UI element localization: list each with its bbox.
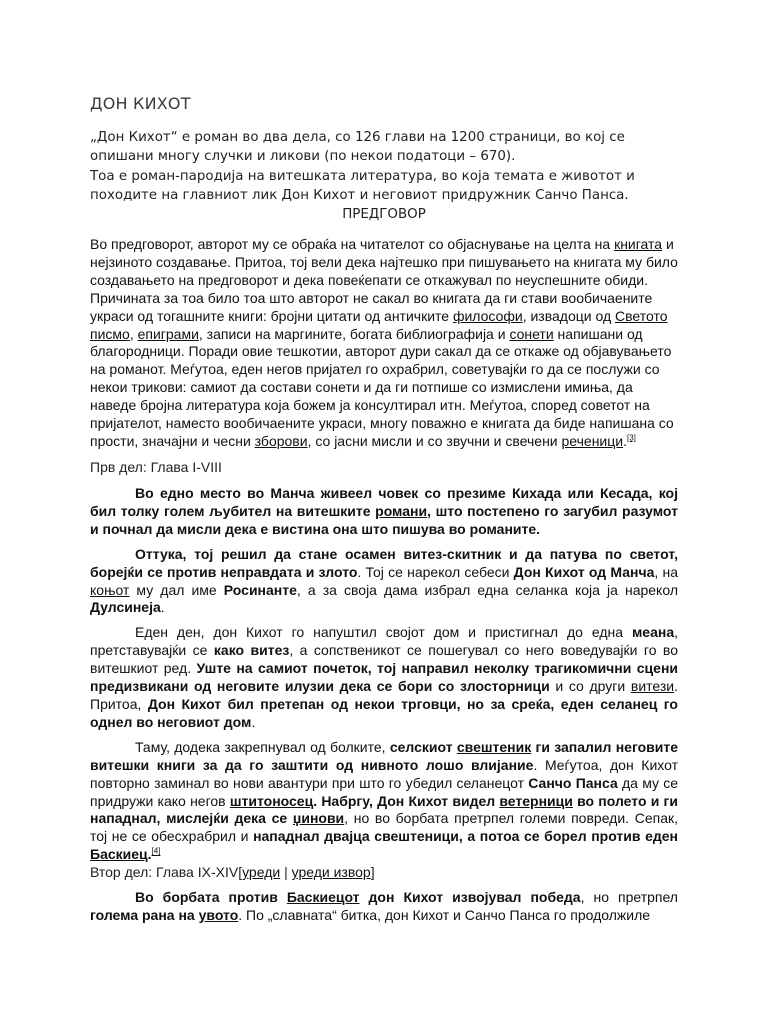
text: Дулсинеја	[90, 599, 161, 616]
edit-source-link[interactable]: уреди извор	[291, 864, 371, 880]
link-knights[interactable]: витези	[630, 678, 675, 695]
text: Уште на самиот почеток, тој направил неколку трагикомични сцени предизвикани од неговите илузии дека се бори со злосторници	[90, 660, 679, 695]
text: голема рана на	[90, 906, 199, 923]
text: да му се придружи како негов	[90, 774, 679, 809]
link-ear[interactable]: увото	[198, 906, 239, 923]
text: Во предговорот, авторот му се обраќа на читателот со објаснување на целта на	[90, 236, 615, 252]
document-title: ДОН КИХОТ	[90, 94, 191, 113]
text: Оттука, тој решил да стане осамен витез-скитник и да патува по светот, борејќи се против неправдата и злото	[90, 545, 678, 580]
paragraph	[90, 739, 678, 864]
text: му дал име	[129, 581, 224, 598]
text: , претставувајќи се	[90, 624, 678, 659]
link-squire[interactable]: штитоносец	[229, 792, 314, 809]
text: , а сопственикот се пошегувал со него воведувајќи го во витешкиот ред.	[90, 642, 678, 677]
text: Санчо Панса	[528, 774, 618, 791]
part2-body	[90, 889, 678, 925]
link-horse[interactable]: коњот	[90, 581, 130, 598]
text: напишани од благородници. Поради овие тешкотии, авторот дури сакал да се откаже од објавувањето на романот. Меѓутоа, еден негов пријател го охрабрил, советувајќи го да се послужи со некои трикови: самиот да состави сонети и да ги потпише со измислени имиња, да наведе бројна литература која божем ја консултирал итн. Меѓутоа, според советот на пријателот, наместо вообичаените украси, многу поважно е книгата да биде напишана со прости, значајни и чесни	[90, 325, 674, 449]
text: , а за своја дама избрал една селанка која ја нарекол	[296, 581, 678, 598]
text: ,	[129, 325, 138, 342]
text: меана	[631, 624, 675, 641]
link-epigrams[interactable]: епиграми	[137, 325, 199, 342]
text: .	[623, 432, 627, 449]
text: дон Кихот извојувал победа	[359, 889, 581, 905]
text: во полето и ги нападнал, мислејќи дека се	[90, 792, 678, 827]
link-novels[interactable]: романи	[375, 502, 428, 519]
link-priest[interactable]: свештеник	[456, 738, 532, 755]
text: Таму, додека закрепнувал од болките,	[135, 738, 390, 755]
text: . Тој се нарекол себеси	[357, 563, 514, 580]
text: . Притоа,	[90, 678, 678, 712]
text: Еден ден, дон Кихот го напуштил својот дом и пристигнал до една	[135, 624, 632, 641]
paragraph	[90, 624, 678, 731]
preface-paragraph	[90, 236, 678, 451]
text: , на	[654, 563, 678, 580]
text: како витез	[213, 642, 290, 659]
link-giants[interactable]: џинови	[292, 810, 345, 827]
text: .	[147, 846, 152, 863]
paragraph	[90, 546, 678, 618]
text: , записи на маргините, богата библиографија и	[198, 325, 510, 342]
link-philosophers[interactable]: философи	[452, 307, 523, 324]
text: ги запалил неговите витешки книги за да го заштити од нивното лошо влијание	[90, 738, 678, 773]
part2-heading	[90, 864, 375, 880]
text: . По „славната“ битка, дон Кихот и Санчо Панса го продолжиле	[238, 906, 651, 923]
link-book[interactable]: книгата	[614, 236, 663, 252]
text: . Меѓутоа, дон Кихот повторно заминал во нови авантури при што го убедил селанецот	[90, 756, 678, 791]
text: , но во борбата претрпел големи повреди. Сепак, тој не се обесхрабрил и	[90, 810, 679, 845]
paragraph	[90, 889, 678, 925]
text: Дон Кихот бил претепан од некои трговци, но за среќа, еден селанец го однел во неговиот дом	[90, 695, 678, 730]
text: , извадоци од	[522, 307, 616, 324]
intro-block	[90, 128, 678, 224]
text: нападнал двајца свештеници, а потоа се борел против еден	[253, 828, 679, 845]
link-words[interactable]: зборови	[254, 432, 308, 449]
paragraph	[90, 485, 678, 539]
text: Росинанте	[223, 581, 297, 598]
text: Втор дел: Глава IX-XIV[	[90, 864, 243, 880]
text: Во борбата против	[135, 889, 287, 905]
part1-heading: Прв дел: Глава I-VIII	[90, 459, 222, 475]
text: ]	[370, 864, 375, 880]
reference-3[interactable]: [3]	[626, 433, 636, 443]
text: , што постепено го загубил разумот и почнал да мисли дека е вистина она што пишува во романите.	[90, 502, 678, 537]
text: и нејзиното создавање. Притоа, тој вели дека најтешко при пишувањето на книгата му било создавањето на предговорот и дека повеќепати се откажувал по неуспешните обиди. Причината за тоа било тоа што авторот не сакал во книгата да ги стави вообичаените украси од тогашните книги: бројни цитати од античките	[90, 236, 678, 324]
link-basque-man[interactable]: Баскиецот	[286, 889, 360, 905]
text: , но претрпел	[580, 889, 678, 905]
part1-body	[90, 485, 678, 864]
link-windmills[interactable]: ветерници	[499, 792, 573, 809]
edit-link[interactable]: уреди	[242, 864, 281, 880]
preface-heading: ПРЕДГОВОР	[342, 207, 426, 223]
link-sentences[interactable]: реченици	[561, 432, 624, 449]
text: Во едно место во Манча живеел човек со презиме Кихада или Кесада, кој бил толку голем љубител на витешките	[90, 485, 678, 519]
text: Дон Кихот од Манча	[513, 563, 655, 580]
link-basque[interactable]: Баскиец	[90, 846, 148, 863]
text: .	[160, 599, 165, 616]
link-sonnets[interactable]: сонети	[509, 325, 554, 342]
intro-paragraph: „Дон Кихот“ е роман во два дела, со 126 глави на 1200 страници, во кој се опишани многу случки и ликови (по некои податоци – 670).	[90, 130, 625, 165]
text: и со други	[549, 678, 631, 695]
text: селскиот	[389, 738, 457, 755]
text: , со јасни мисли и со звучни и свечени	[307, 432, 562, 449]
reference-4[interactable]: [4]	[151, 846, 161, 856]
link-holy-scripture[interactable]: Светото писмо	[90, 307, 668, 342]
text: |	[280, 864, 292, 880]
intro-paragraph: Тоа е роман-пародија на витешката литература, во која темата е животот и походите на главниот лик Дон Кихот и неговиот придружник Санчо Панса.	[90, 168, 635, 203]
text: . Набргу, Дон Кихот видел	[313, 792, 500, 809]
text: .	[251, 713, 256, 730]
